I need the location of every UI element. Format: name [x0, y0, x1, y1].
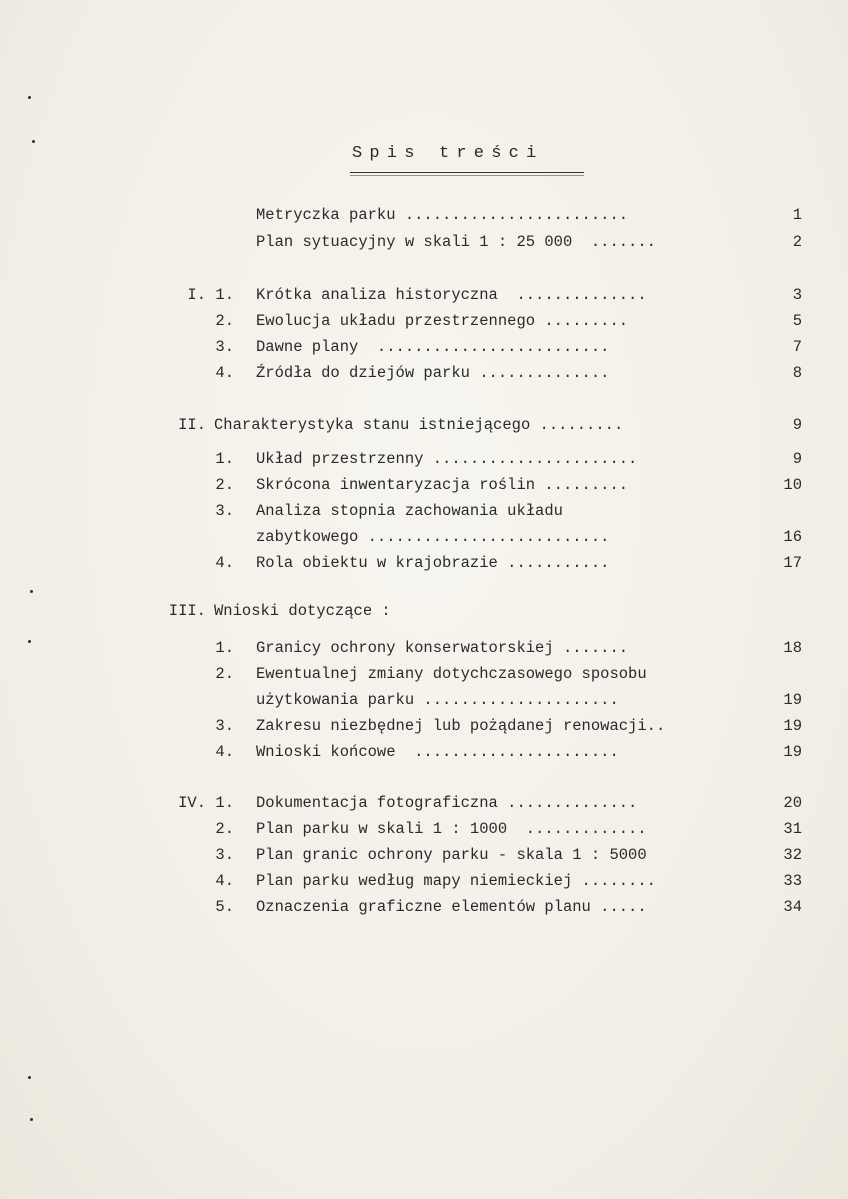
- toc-entry: [0, 741, 848, 763]
- toc-item-title: Ewolucja układu przestrzennego .........: [256, 312, 629, 330]
- toc-item-number: 1.: [215, 794, 234, 812]
- toc-page-number: 18: [783, 639, 802, 657]
- toc-page-number: 33: [783, 872, 802, 890]
- toc-item-number: 1.: [215, 450, 234, 468]
- toc-item-number: 4.: [215, 743, 234, 761]
- toc-section-number: IV.: [178, 794, 206, 812]
- toc-page-number: 19: [783, 743, 802, 761]
- toc-item-title: użytkowania parku .....................: [256, 691, 619, 709]
- toc-page-number: 9: [792, 416, 802, 434]
- toc-item-number: 2.: [215, 312, 234, 330]
- toc-entry: [0, 526, 848, 548]
- toc-page-number: 32: [783, 846, 802, 864]
- toc-item-number: 3.: [215, 717, 234, 735]
- toc-page-number: 7: [792, 338, 802, 356]
- toc-page-number: 9: [792, 450, 802, 468]
- toc-item-title: Ewentualnej zmiany dotychczasowego sposobu: [256, 665, 647, 683]
- toc-item-title: Zakresu niezbędnej lub pożądanej renowacji..: [256, 717, 666, 735]
- toc-item-title: Rola obiektu w krajobrazie ...........: [256, 554, 610, 572]
- toc-item-number: 4.: [215, 872, 234, 890]
- toc-page-number: 19: [783, 717, 802, 735]
- toc-section-number: III.: [168, 602, 206, 620]
- toc-entry: [0, 844, 848, 866]
- toc-entry: [0, 600, 848, 622]
- toc-page-number: 1: [792, 206, 802, 224]
- toc-item-number: 2.: [215, 665, 234, 683]
- toc-page-number: 3: [792, 286, 802, 304]
- toc-entry: [0, 414, 848, 436]
- title-underline: [350, 175, 584, 176]
- toc-item-title: zabytkowego ..........................: [256, 528, 610, 546]
- toc-item-number: 4.: [215, 554, 234, 572]
- toc-page-number: 5: [792, 312, 802, 330]
- toc-item-title: Analiza stopnia zachowania układu: [256, 502, 563, 520]
- toc-entry: [0, 637, 848, 659]
- toc-page-number: 10: [783, 476, 802, 494]
- toc-section-number: I.: [187, 286, 206, 304]
- toc-entry: [0, 500, 848, 522]
- toc-item-number: 1.: [215, 639, 234, 657]
- toc-item-title: Granicy ochrony konserwatorskiej .......: [256, 639, 629, 657]
- toc-entry: [0, 715, 848, 737]
- toc-entry: [0, 896, 848, 918]
- toc-item-title: Plan parku w skali 1 : 1000 .............: [256, 820, 647, 838]
- toc-item-title: Krótka analiza historyczna ..............: [256, 286, 647, 304]
- toc-entry: [0, 818, 848, 840]
- toc-section-number: II.: [178, 416, 206, 434]
- margin-mark: [28, 1076, 31, 1079]
- toc-entry: [0, 474, 848, 496]
- toc-item-number: 3.: [215, 502, 234, 520]
- toc-item-title: Dawne plany .........................: [256, 338, 610, 356]
- toc-item-title: Plan parku według mapy niemieckiej ........: [256, 872, 656, 890]
- toc-item-title: Wnioski dotyczące :: [214, 602, 391, 620]
- toc-page-number: 19: [783, 691, 802, 709]
- toc-item-title: Skrócona inwentaryzacja roślin .........: [256, 476, 629, 494]
- toc-item-number: 1.: [215, 286, 234, 304]
- toc-item-number: 5.: [215, 898, 234, 916]
- toc-page-number: 16: [783, 528, 802, 546]
- toc-item-number: 2.: [215, 820, 234, 838]
- toc-page-number: 34: [783, 898, 802, 916]
- toc-entry: [0, 792, 848, 814]
- toc-entry: [0, 336, 848, 358]
- toc-entry: [0, 231, 848, 253]
- toc-entry: [0, 552, 848, 574]
- toc-entry: [0, 284, 848, 306]
- toc-item-number: 3.: [215, 338, 234, 356]
- toc-entry: [0, 663, 848, 685]
- title-underline: [350, 172, 584, 173]
- toc-item-title: Wnioski końcowe ......................: [256, 743, 619, 761]
- toc-item-number: 3.: [215, 846, 234, 864]
- toc-page-number: 17: [783, 554, 802, 572]
- toc-item-title: Dokumentacja fotograficzna ..............: [256, 794, 638, 812]
- toc-entry: [0, 448, 848, 470]
- toc-entry: [0, 362, 848, 384]
- toc-page-number: 20: [783, 794, 802, 812]
- toc-page-number: 31: [783, 820, 802, 838]
- margin-mark: [30, 1118, 33, 1121]
- toc-entry: [0, 204, 848, 226]
- toc-item-title: Plan granic ochrony parku - skala 1 : 5000: [256, 846, 647, 864]
- margin-mark: [32, 140, 35, 143]
- toc-item-title: Układ przestrzenny ......................: [256, 450, 638, 468]
- toc-item-title: Źródła do dziejów parku ..............: [256, 364, 610, 382]
- toc-item-title: Oznaczenia graficzne elementów planu .....: [256, 898, 647, 916]
- margin-mark: [28, 640, 31, 643]
- toc-item-title: Plan sytuacyjny w skali 1 : 25 000 .......: [256, 233, 656, 251]
- toc-item-number: 2.: [215, 476, 234, 494]
- margin-mark: [28, 96, 31, 99]
- margin-mark: [30, 590, 33, 593]
- toc-item-number: 4.: [215, 364, 234, 382]
- toc-page-number: 8: [792, 364, 802, 382]
- toc-item-title: Charakterystyka stanu istniejącego .........: [214, 416, 624, 434]
- toc-page-number: 2: [792, 233, 802, 251]
- toc-item-title: Metryczka parku ........................: [256, 206, 629, 224]
- toc-entry: [0, 310, 848, 332]
- page-title: Spis treści: [352, 144, 544, 163]
- toc-entry: [0, 689, 848, 711]
- toc-entry: [0, 870, 848, 892]
